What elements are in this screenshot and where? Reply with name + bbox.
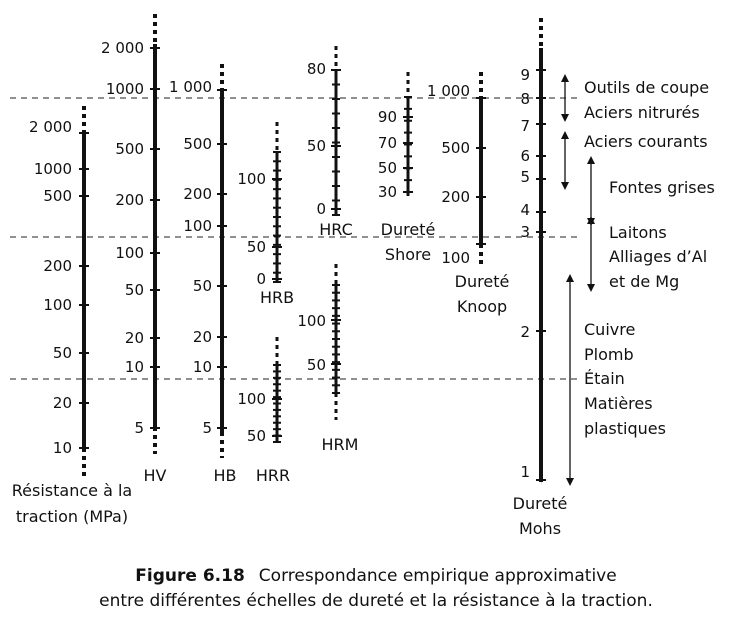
tick-label-hrc: 80 xyxy=(306,60,326,78)
scale-rt xyxy=(79,106,89,478)
scale-name-shore: Dureté xyxy=(380,220,436,239)
scale-name-knoop: Dureté xyxy=(454,272,510,291)
range-arrow-laitons xyxy=(587,216,595,292)
tick-label-hrm: 100 xyxy=(297,312,326,330)
figure-caption-line2: entre différentes échelles de dureté et la résistance à la traction. xyxy=(99,591,653,611)
tick-label-mohs: 4 xyxy=(520,201,530,219)
range-arrow-fontes xyxy=(587,156,595,226)
scale-name-hv: HV xyxy=(143,466,167,485)
arrow-head-down xyxy=(561,114,569,122)
material-label-aciers: Aciers courants xyxy=(584,132,708,151)
arrow-head-up xyxy=(587,156,595,164)
tick-label-hrb: 50 xyxy=(246,238,266,256)
tick-label-hv: 1000 xyxy=(105,80,144,98)
material-label-cuivre: Plomb xyxy=(584,345,634,364)
scale-name-rt: Résistance à la xyxy=(11,481,133,500)
tick-label-hv: 5 xyxy=(134,419,144,437)
figure-number: Figure 6.18 xyxy=(135,566,245,586)
tick-label-rt: 500 xyxy=(43,187,72,205)
material-label-outils: Outils de coupe xyxy=(584,78,710,97)
tick-label-mohs: 7 xyxy=(520,117,530,135)
range-arrow-aciers xyxy=(561,131,569,190)
tick-label-hv: 10 xyxy=(124,358,144,376)
tick-label-hrc: 0 xyxy=(316,200,326,218)
scale-name-hrc: HRC xyxy=(319,220,353,239)
tick-label-rt: 1000 xyxy=(33,160,72,178)
arrow-head-down xyxy=(561,182,569,190)
tick-label-hrm: 50 xyxy=(306,356,326,374)
tick-label-shore: 90 xyxy=(377,108,397,126)
scale-mohs xyxy=(536,18,546,482)
tick-label-rt: 100 xyxy=(43,296,72,314)
tick-label-mohs: 3 xyxy=(520,223,530,241)
tick-label-mohs: 9 xyxy=(520,66,530,84)
caption-text-line1: Correspondance empirique approximative xyxy=(258,566,617,586)
scale-name-hrb: HRB xyxy=(259,288,295,307)
arrow-head-up xyxy=(566,274,574,282)
arrow-head-up xyxy=(561,74,569,82)
tick-label-knoop: 100 xyxy=(441,249,470,267)
tick-label-hrr: 100 xyxy=(237,390,266,408)
tick-label-rt: 2 000 xyxy=(29,118,72,136)
scale-hv xyxy=(150,14,160,454)
tick-label-hb: 100 xyxy=(183,217,212,235)
figure-caption-line1 xyxy=(0,564,752,588)
material-label-laitons: et de Mg xyxy=(609,272,680,291)
tick-label-hv: 100 xyxy=(115,244,144,262)
scale-hrr xyxy=(272,337,282,442)
scale-hb xyxy=(217,64,227,458)
tick-label-shore: 70 xyxy=(377,134,397,152)
range-arrow-cuivre xyxy=(566,274,574,486)
tick-label-mohs: 8 xyxy=(520,90,530,108)
tick-label-hv: 500 xyxy=(115,140,144,158)
material-label-fontes: Fontes grises xyxy=(609,178,715,197)
tick-label-knoop: 500 xyxy=(441,139,470,157)
scale-shore xyxy=(403,72,413,196)
material-label-cuivre: Matières xyxy=(584,394,653,413)
tick-label-hv: 50 xyxy=(124,281,144,299)
arrow-head-down xyxy=(587,284,595,292)
tick-label-hv: 2 000 xyxy=(101,39,144,57)
scale-name-knoop: Knoop xyxy=(456,297,508,316)
scale-name-hb: HB xyxy=(213,466,237,485)
material-label-laitons: Alliages d’Al xyxy=(609,247,708,266)
tick-label-knoop: 200 xyxy=(441,188,470,206)
tick-label-hb: 10 xyxy=(192,358,212,376)
tick-label-hb: 20 xyxy=(192,328,212,346)
tick-label-rt: 50 xyxy=(52,344,72,362)
tick-label-hv: 20 xyxy=(124,329,144,347)
tick-label-mohs: 1 xyxy=(520,463,530,481)
tick-label-hb: 1 000 xyxy=(169,78,212,96)
tick-label-shore: 30 xyxy=(377,183,397,201)
material-label-laitons: Laitons xyxy=(609,223,667,242)
tick-label-knoop: 1 000 xyxy=(427,82,470,100)
tick-label-hv: 200 xyxy=(115,191,144,209)
tick-label-hb: 500 xyxy=(183,135,212,153)
arrow-head-down xyxy=(566,478,574,486)
tick-label-mohs: 6 xyxy=(520,147,530,165)
tick-label-hb: 5 xyxy=(202,419,212,437)
scale-hrc xyxy=(331,46,341,215)
material-label-outils: Aciers nitrurés xyxy=(584,103,700,122)
scale-name-shore: Shore xyxy=(384,245,432,264)
scale-name-hrr: HRR xyxy=(255,466,291,485)
tick-label-hb: 50 xyxy=(192,277,212,295)
scale-name-hrm: HRM xyxy=(321,435,359,454)
scale-name-rt: traction (MPa) xyxy=(15,507,129,526)
tick-label-hrb: 100 xyxy=(237,170,266,188)
tick-label-hrc: 50 xyxy=(306,137,326,155)
tick-label-mohs: 2 xyxy=(520,323,530,341)
scale-name-mohs: Dureté xyxy=(512,494,568,513)
scale-hrb xyxy=(272,122,282,282)
tick-label-shore: 50 xyxy=(377,159,397,177)
tick-label-rt: 20 xyxy=(52,394,72,412)
scale-hrm xyxy=(331,264,341,420)
tick-label-hrr: 50 xyxy=(246,427,266,445)
material-label-cuivre: Cuivre xyxy=(584,320,636,339)
arrow-head-up xyxy=(561,131,569,139)
material-label-cuivre: Étain xyxy=(584,369,625,388)
material-label-cuivre: plastiques xyxy=(584,419,666,438)
tick-label-hrb: 0 xyxy=(256,270,266,288)
tick-label-rt: 10 xyxy=(52,439,72,457)
scale-name-mohs: Mohs xyxy=(518,519,562,538)
tick-label-rt: 200 xyxy=(43,257,72,275)
tick-label-hb: 200 xyxy=(183,185,212,203)
tick-label-mohs: 5 xyxy=(520,168,530,186)
